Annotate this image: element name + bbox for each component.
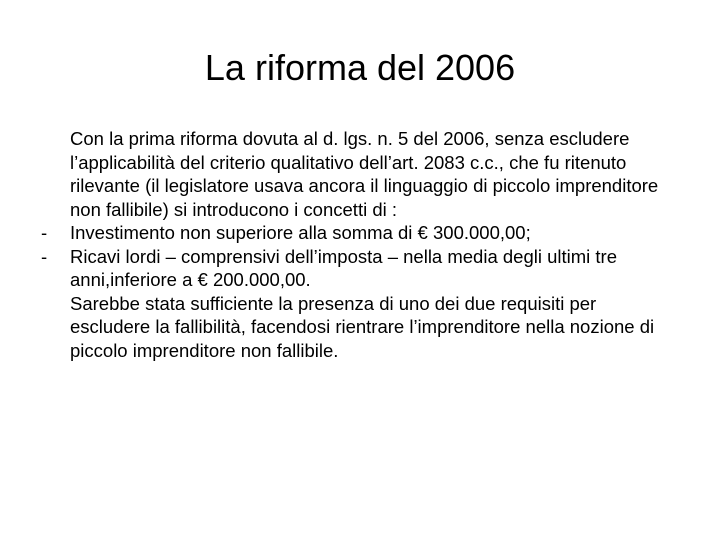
- bullet-text: Investimento non superiore alla somma di € 300.000,00;: [70, 222, 531, 243]
- slide-title: La riforma del 2006: [204, 47, 516, 88]
- conclusion-paragraph: Sarebbe stata sufficiente la presenza di uno dei due requisiti per escludere la fallibilità, facendosi rientrare l’imprenditore nella nozione di piccolo imprenditore non fallibile.: [70, 292, 655, 361]
- bullet-item-investimento: [34, 221, 674, 245]
- bullet-item-ricavi: [34, 245, 674, 292]
- bullet-dash: -: [41, 222, 48, 243]
- bullet-dash: -: [41, 245, 48, 267]
- bullet-text: Ricavi lordi – comprensivi dell’imposta – nella media degli ultimi tre anni,inferiore a € 200.000,00.: [70, 245, 618, 290]
- intro-paragraph: Con la prima riforma dovuta al d. lgs. n. 5 del 2006, senza escludere l’applicabilità del criterio qualitativo dell’art. 2083 c.c., che fu ritenuto rilevante (il legislatore usava ancora il linguaggio di piccolo imprenditore non fallibile) si introducono i concetti di :: [70, 128, 659, 220]
- slide-body: [34, 127, 674, 362]
